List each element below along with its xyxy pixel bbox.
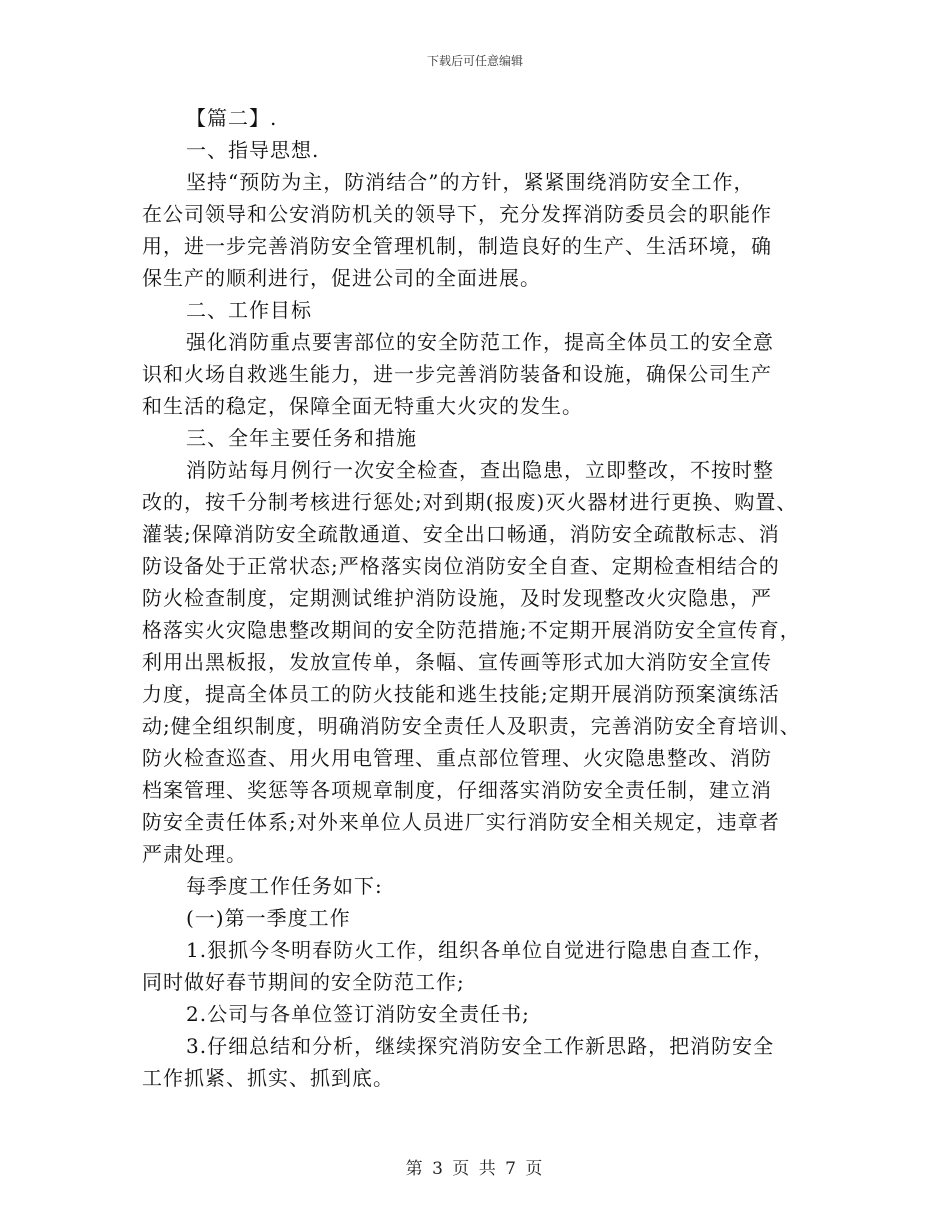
heading-first-quarter: (一)第一季度工作 xyxy=(186,906,351,930)
paragraph-line: 防火检查制度，定期测试维护消防设施，及时发现整改火灾隐患，严 xyxy=(142,586,772,610)
section-marker: 【篇二】. xyxy=(186,106,278,130)
paragraph-line: 消防站每月例行一次安全检查，查出隐患，立即整改，不按时整 xyxy=(186,458,774,482)
paragraph-line: 坚持“预防为主，防消结合”的方针，紧紧围绕消防安全工作， xyxy=(186,170,755,194)
paragraph-line: 保生产的顺利进行，促进公司的全面进展。 xyxy=(142,266,541,290)
document-body xyxy=(142,102,808,1094)
list-item-1-continued: 同时做好春节期间的安全防范工作; xyxy=(142,970,465,994)
paragraph-line: 防安全责任体系;对外来单位人员进厂实行消防安全相关规定，违章者 xyxy=(142,810,780,834)
quarterly-tasks-intro: 每季度工作任务如下: xyxy=(186,874,383,898)
heading-work-goals: 二、工作目标 xyxy=(186,298,312,322)
list-item-1: 1.狠抓今冬明春防火工作，组织各单位自觉进行隐患自查工作， xyxy=(186,938,775,962)
paragraph-line: 用，进一步完善消防安全管理机制，制造良好的生产、生活环境，确 xyxy=(142,234,772,258)
list-item-3: 3.仔细总结和分析，继续探究消防安全工作新思路，把消防安全 xyxy=(186,1034,775,1058)
page-header-note: 下载后可任意编辑 xyxy=(426,54,523,68)
paragraph-line: 强化消防重点要害部位的安全防范工作，提高全体员工的安全意 xyxy=(186,330,774,354)
page-number-footer: 第 3 页 共 7 页 xyxy=(405,1159,545,1179)
paragraph-line: 力度，提高全体员工的防火技能和逃生技能;定期开展消防预案演练活 xyxy=(142,682,780,706)
paragraph-line: 动;健全组织制度，明确消防安全责任人及职责，完善消防安全育培训、 xyxy=(142,714,801,738)
paragraph-line: 灌装;保障消防安全疏散通道、安全出口畅通，消防安全疏散标志、消 xyxy=(142,522,780,546)
list-item-2: 2.公司与各单位签订消防安全责任书; xyxy=(186,1002,530,1026)
paragraph-line: 和生活的稳定，保障全面无特重大火灾的发生。 xyxy=(142,394,583,418)
heading-annual-tasks: 三、全年主要任务和措施 xyxy=(186,426,417,450)
paragraph-line: 防设备处于正常状态;严格落实岗位消防安全自查、定期检查相结合的 xyxy=(142,554,780,578)
list-item-3-continued: 工作抓紧、抓实、抓到底。 xyxy=(142,1066,394,1090)
paragraph-line: 利用出黑板报，发放宣传单，条幅、宣传画等形式加大消防安全宣传 xyxy=(142,650,772,674)
paragraph-line: 识和火场自救逃生能力，进一步完善消防装备和设施，确保公司生产 xyxy=(142,362,772,386)
paragraph-line: 改的，按千分制考核进行惩处;对到期(报废)灭火器材进行更换、购置、 xyxy=(142,490,798,514)
paragraph-line: 在公司领导和公安消防机关的领导下，充分发挥消防委员会的职能作 xyxy=(142,202,772,226)
paragraph-line: 档案管理、奖惩等各项规章制度，仔细落实消防安全责任制，建立消 xyxy=(142,778,772,802)
paragraph-line: 格落实火灾隐患整改期间的安全防范措施;不定期开展消防安全宣传育， xyxy=(142,618,801,642)
paragraph-line: 防火检查巡查、用火用电管理、重点部位管理、火灾隐患整改、消防 xyxy=(142,746,772,770)
heading-guiding-ideology: 一、指导思想. xyxy=(186,138,320,162)
paragraph-line: 严肃处理。 xyxy=(142,842,247,866)
